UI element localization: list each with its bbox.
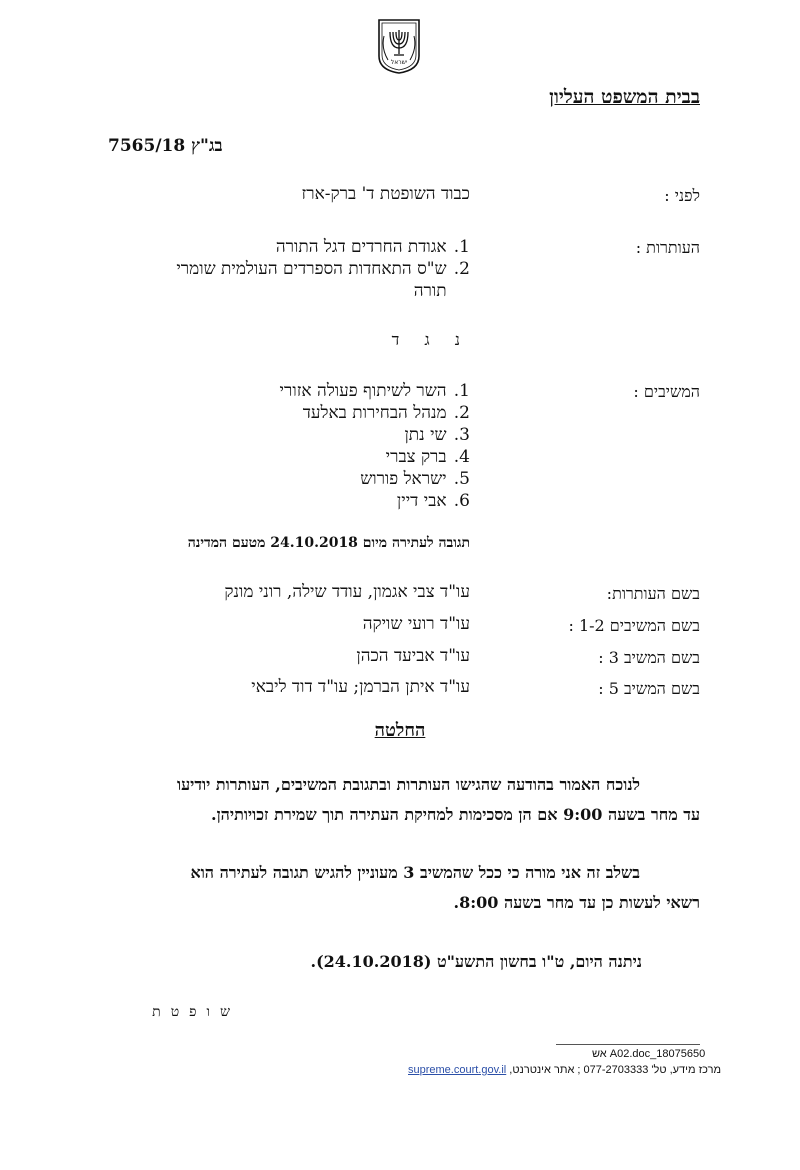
svg-text:ישראל: ישראל (390, 59, 408, 66)
judge-name: כבוד השופטת ד' ברק-ארז (301, 184, 470, 204)
judge-signature: שופטת (152, 1004, 240, 1020)
counsel-value: עו"ד איתן הברמן; עו"ד דוד ליבאי (251, 677, 470, 697)
state-emblem (376, 18, 422, 74)
counsel-value: עו"ד צבי אגמון, עודד שילה, רוני מונק (224, 582, 470, 602)
respondents-list (280, 380, 470, 512)
footer-info (408, 1064, 721, 1076)
versus: נ ג ד (391, 330, 470, 349)
decision-paragraph: לנוכח האמור בהודעה שהגישו העותרות ובתגובת המשיבים, העותרות יודיעו עד מחר בשעה 9:00 אם הן מסכימות למחיקת העתירה תוך שמירת זכויותיהן. (177, 775, 700, 824)
list-item: 1. השר לשיתוף פעולה אזורי (279, 381, 470, 401)
petitioners-label: העותרות : (635, 238, 700, 257)
decision-title: החלטה (374, 720, 426, 741)
list-item: 2. מנהל הבחירות באלעד (302, 403, 470, 423)
footer-contact: מרכז מידע, טל' 077-2703333 ; אתר אינטרנט, (509, 1064, 722, 1076)
footer-filename: 18075650_A02.doc אש (592, 1048, 706, 1060)
given-date: ניתנה היום, ט"ו בחשון התשע"ט (24.10.2018). (310, 952, 642, 971)
counsel-value: עו"ד רועי שויקה (362, 614, 470, 634)
list-item: 1. אגודת החרדים דגל התורה (275, 237, 470, 257)
list-item: 5. ישראל פורוש (360, 469, 470, 489)
list-item: 4. ברק צברי (385, 447, 470, 467)
counsel-label: בשם העותרות: (606, 584, 700, 603)
court-name: בבית המשפט העליון (549, 86, 700, 108)
counsel-label: בשם המשיבים 1-2 : (568, 616, 700, 635)
before-label: לפני : (664, 186, 700, 205)
counsel-label: בשם המשיב 3 : (598, 648, 700, 667)
supreme-court-link[interactable]: supreme.court.gov.il (408, 1064, 507, 1076)
list-item: 2. ש"ס התאחדות הספרדים העולמית שומרי (176, 259, 470, 279)
counsel-value: עו"ד אביעד הכהן (356, 646, 470, 666)
list-item: 3. שי נתן (404, 425, 470, 445)
counsel-label: בשם המשיב 5 : (598, 679, 700, 698)
state-response-note: תגובה לעתירה מיום 24.10.2018 מטעם המדינה (187, 535, 470, 551)
footer-divider (556, 1044, 700, 1045)
petitioners-list (176, 236, 470, 302)
case-number: בג"ץ 7565/18 (108, 136, 223, 156)
respondents-label: המשיבים : (633, 382, 700, 401)
decision-paragraph: בשלב זה אני מורה כי ככל שהמשיב 3 מעוניין להגיש תגובה לעתירה הוא רשאי לעשות כן עד מחר בשעה 8:00. (190, 863, 700, 912)
list-item: תורה (413, 281, 447, 301)
list-item: 6. אבי דיין (396, 491, 470, 511)
